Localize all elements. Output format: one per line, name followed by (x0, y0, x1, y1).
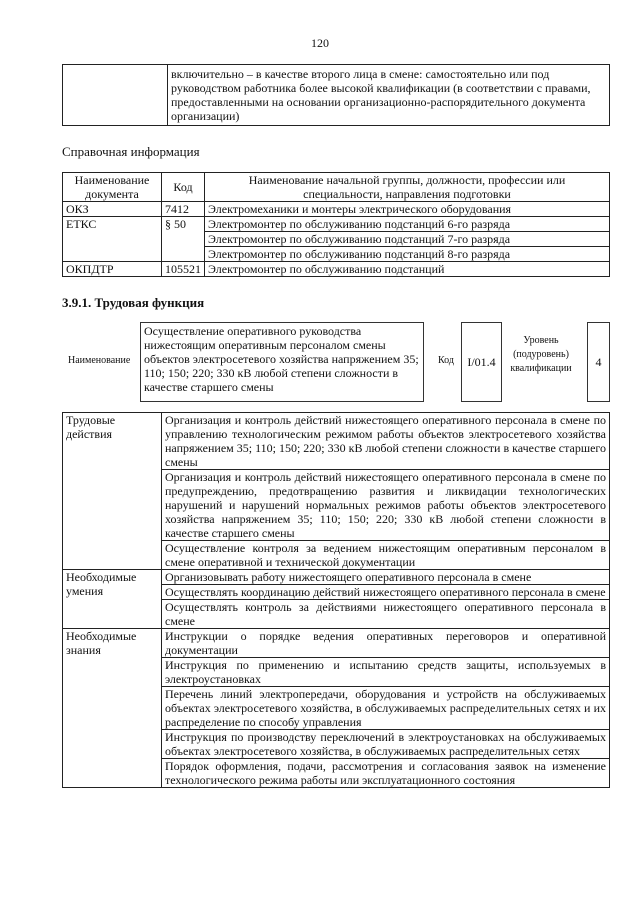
detail-item: Порядок оформления, подачи, рассмотрения и согласования заявок на изменение технологического режима работы или эксплуатационного состояния (162, 759, 610, 788)
function-name: Осуществление оперативного руководства нижестоящим оперативным персоналом смены объектов электросетевого хозяйства напряжением 35; 110; 150; 220; 330 кВ любой степени сложности в качестве старшего смены (140, 322, 424, 402)
detail-item: Организация и контроль действий нижестоящего оперативного персонала в смене по управлению технологическим режимом работы объектов электросетевого хозяйства напряжением 35; 110; 150; 220; 330 кВ любой степени сложности в качестве старшего смены (162, 413, 610, 470)
qualification-level: 4 (587, 322, 610, 402)
function-title: 3.9.1. Трудовая функция (62, 295, 205, 310)
page-number: 120 (311, 36, 329, 50)
header-name: Наименование начальной группы, должности, профессии или специальности, направления подготовки (205, 173, 610, 202)
detail-item: Инструкции о порядке ведения оперативных переговоров и оперативной документации (162, 629, 610, 658)
function-code: I/01.4 (461, 322, 502, 402)
doc-cell: ЕТКС (63, 217, 162, 262)
detail-item: Организовывать работу нижестоящего оперативного персонала в смене (162, 570, 610, 585)
label-labor-actions: Трудовые действия (63, 413, 162, 570)
details-table (62, 412, 610, 788)
continuation-text: включительно – в качестве второго лица в смене: самостоятельно или под руководством работника более высокой квалификации (в соответствии с правами, предоставленными на основании организационно-распорядительного документа организации) (168, 65, 610, 126)
name-cell: Электромонтер по обслуживанию подстанций 8-го разряда (205, 247, 610, 262)
code-cell: 7412 (162, 202, 205, 217)
continuation-table (62, 64, 610, 126)
name-cell: Электромонтер по обслуживанию подстанций 7-го разряда (205, 232, 610, 247)
header-code: Код (162, 173, 205, 202)
name-cell: Электромонтер по обслуживанию подстанций 6-го разряда (205, 217, 610, 232)
reference-title: Справочная информация (62, 144, 200, 159)
label-knowledge: Необходимые знания (63, 629, 162, 788)
table-row (63, 217, 610, 232)
detail-item: Осуществлять контроль за действиями нижестоящего оперативного персонала в смене (162, 600, 610, 629)
detail-item: Инструкция по производству переключений в электроустановках на обслуживаемых объектах электросетевого хозяйства, в обслуживаемых распределительных сетях (162, 730, 610, 759)
header-doc: Наименование документа (63, 173, 162, 202)
label-skills: Необходимые умения (63, 570, 162, 629)
level-label: Уровень (подуровень) квалификации (510, 335, 572, 374)
name-cell: Электромеханики и монтеры электрического оборудования (205, 202, 610, 217)
code-cell: § 50 (162, 217, 205, 262)
detail-item: Осуществление контроля за ведением нижестоящим оперативным персоналом в смене оперативной и технической документации (162, 541, 610, 570)
name-cell: Электромонтер по обслуживанию подстанций (205, 262, 610, 277)
code-label: Код (438, 355, 454, 366)
detail-item: Инструкция по применению и испытанию средств защиты, используемых в электроустановках (162, 658, 610, 687)
detail-item: Перечень линий электропередачи, оборудования и устройств на обслуживаемых объектах электросетевого хозяйства, в обслуживаемых распределительных сетях и их распределение по способу управления (162, 687, 610, 730)
code-cell: 105521 (162, 262, 205, 277)
detail-item: Осуществлять координацию действий нижестоящего оперативного персонала в смене (162, 585, 610, 600)
reference-table (62, 172, 610, 277)
doc-cell: ОКПДТР (63, 262, 162, 277)
detail-item: Организация и контроль действий нижестоящего оперативного персонала в смене по предупреждению, предотвращению развития и ликвидации технологических нарушений и нарушений нормальных режимов работы объектов электросетевого хозяйства напряжением 35; 110; 150; 220; 330 кВ любой степени сложности в качестве старшего смены (162, 470, 610, 541)
name-label: Наименование (68, 355, 131, 366)
doc-cell: ОКЗ (63, 202, 162, 217)
table-row (63, 262, 610, 277)
table-row (63, 202, 610, 217)
